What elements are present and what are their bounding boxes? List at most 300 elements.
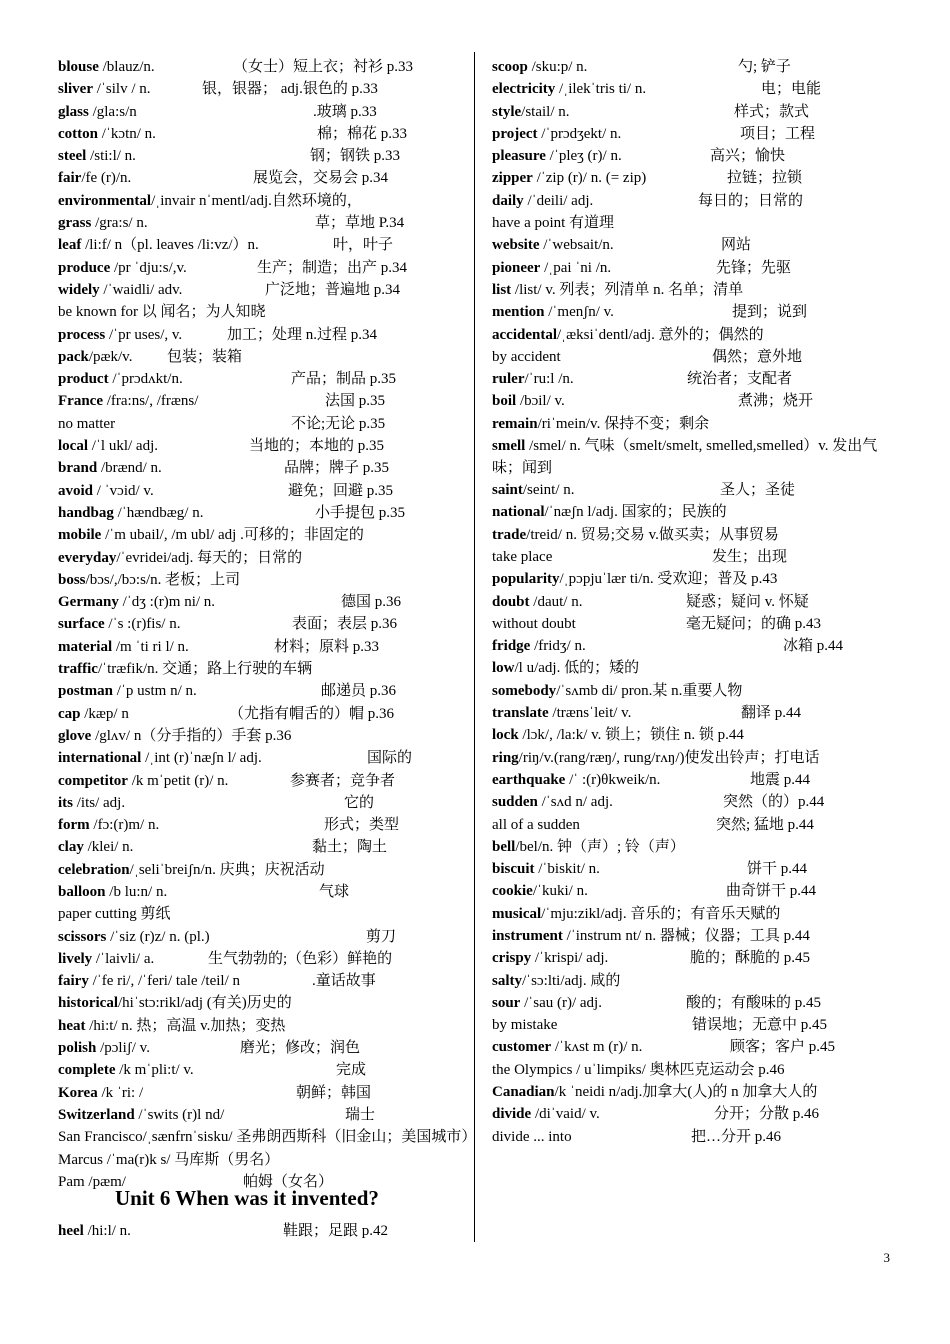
- vocab-definition: 翻译 p.44: [741, 705, 802, 722]
- vocab-word: France: [58, 393, 103, 410]
- vocab-word: its: [58, 794, 73, 811]
- vocab-phonetic: /ˈpr uses/, v.: [105, 326, 183, 343]
- vocab-phonetic: /ˈm ubail/, /m ubl/ adj .可移的；非固定的: [101, 527, 364, 544]
- vocab-word: complete: [58, 1062, 116, 1079]
- vocab-entry: [58, 836, 466, 858]
- vocab-definition: 分开；分散 p.46: [714, 1106, 820, 1123]
- vocab-definition: 黏土；陶土: [312, 839, 388, 856]
- vocab-definition: 酸的；有酸味的 p.45: [686, 994, 822, 1011]
- vocab-definition: 草；草地 P.34: [315, 215, 405, 232]
- vocab-phonetic: /ˈtræfik/n. 交通；路上行驶的车辆: [97, 661, 313, 678]
- vocab-word: handbag: [58, 504, 114, 521]
- vocab-phonetic: /ˈpleʒ (r)/ n.: [545, 148, 622, 165]
- vocab-phonetic: /ˈkɔtn/ n.: [98, 125, 156, 142]
- vocab-word: bell: [492, 838, 516, 855]
- vocab-phonetic: /ˈswits (r)l nd/: [134, 1106, 225, 1123]
- vocab-entry: [492, 1014, 902, 1036]
- vocab-phonetic: /ˈnæʃn l/adj. 国家的；民族的: [544, 504, 727, 521]
- vocab-definition: 圣人；圣徒: [720, 482, 796, 499]
- vocab-entry: [58, 257, 466, 279]
- vocab-definition: 饼干 p.44: [747, 861, 808, 878]
- vocab-phonetic: by mistake: [492, 1017, 558, 1034]
- vocab-word: grass: [58, 215, 92, 232]
- vocab-word: leaf: [58, 237, 82, 254]
- vocab-phonetic: /pæk/v.: [88, 348, 133, 365]
- vocab-phonetic: /ˌinvair nˈmentl/adj.自然环境的，: [151, 192, 362, 209]
- vocab-entry: [492, 925, 902, 947]
- vocab-word: widely: [58, 281, 100, 298]
- vocab-entry: [58, 524, 466, 546]
- vocab-word: sour: [492, 994, 521, 1011]
- vocab-phonetic: /ˈprɔdʌkt/n.: [108, 371, 183, 388]
- vocab-entry: [58, 613, 466, 635]
- vocab-entry: [492, 501, 902, 523]
- vocab-phonetic: /m ˈti ri l/ n.: [112, 638, 189, 655]
- vocab-phonetic: /ˈ :(r)θkweik/n.: [565, 771, 661, 788]
- vocab-definition: 剪刀: [366, 928, 397, 945]
- vocab-entry: [492, 814, 902, 836]
- vocab-entry: [58, 1220, 466, 1242]
- vocab-word: Germany: [58, 594, 119, 611]
- vocab-phonetic: /lɔk/, /la:k/ v. 锁上；锁住 n. 锁 p.44: [518, 727, 744, 744]
- vocab-phonetic: /sti:l/ n.: [86, 148, 136, 165]
- vocab-phonetic: /ˌæksiˈdentl/adj. 意外的；偶然的: [557, 326, 764, 343]
- vocab-word: balloon: [58, 883, 106, 900]
- vocab-entry: [492, 324, 902, 346]
- vocab-word: trade: [492, 526, 527, 543]
- vocab-entry: [492, 1036, 902, 1058]
- vocab-entry: [492, 858, 902, 880]
- vocab-phonetic: /ˈinstrum nt/ n. 器械；仪器；工具 p.44: [562, 927, 810, 944]
- vocab-word: electricity: [492, 81, 556, 98]
- vocab-definition: 瑞士: [345, 1106, 376, 1123]
- vocab-word: international: [58, 750, 142, 767]
- vocab-entry: [58, 970, 466, 992]
- vocab-definition: .玻璃 p.33: [313, 103, 377, 120]
- vocab-word: popularity: [492, 571, 560, 588]
- vocab-phonetic: /ˈwebsait/n.: [539, 237, 614, 254]
- vocab-word: Korea: [58, 1084, 98, 1101]
- vocab-word: mobile: [58, 527, 102, 544]
- vocab-phonetic: /bel/n. 钟（声）; 铃（声）: [515, 838, 685, 855]
- vocab-word: salty: [492, 972, 522, 989]
- vocab-definition: 先锋；先驱: [716, 259, 792, 276]
- vocab-phonetic: /pr ˈdju:s/,v.: [110, 259, 187, 276]
- vocab-definition: 突然（的）p.44: [723, 794, 825, 811]
- vocab-entry: [492, 992, 902, 1014]
- vocab-entry: [492, 880, 902, 902]
- vocab-phonetic: /treid/ n. 贸易;交易 v.做买卖；从事贸易: [526, 526, 779, 543]
- vocab-definition: 国际的: [367, 750, 413, 767]
- vocab-entry: [58, 1149, 466, 1171]
- vocab-definition: 磨光；修改；润色: [240, 1040, 361, 1057]
- vocab-entry: [58, 1126, 477, 1148]
- column-divider: [474, 52, 475, 1242]
- vocab-phonetic: /ˌilekˈtris ti/ n.: [555, 81, 647, 98]
- vocab-word: pleasure: [492, 148, 546, 165]
- vocab-phonetic: /ˈfe ri/, /ˈferi/ tale /teil/ n: [88, 973, 241, 990]
- vocab-definition: 加工；处理 n.过程 p.34: [227, 326, 378, 343]
- vocab-phonetic: /ˌpɔpjuˈlær ti/n. 受欢迎；普及 p.43: [559, 571, 778, 588]
- page-number: 3: [883, 1250, 890, 1265]
- vocab-entry: [492, 769, 902, 791]
- vocab-entry: [58, 792, 466, 814]
- vocab-entry: [58, 881, 466, 903]
- vocab-definition: 把…分开 p.46: [691, 1128, 782, 1145]
- vocab-word: Canadian: [492, 1084, 555, 1101]
- vocab-definition: 不论;无论 p.35: [291, 415, 386, 432]
- vocab-word: biscuit: [492, 861, 535, 878]
- vocab-definition: 产品；制品 p.35: [291, 371, 397, 388]
- vocab-entry: [58, 101, 466, 123]
- vocab-entry: [58, 569, 466, 591]
- vocab-phonetic: /smel/ n. 气味（smelt/smelt, smelled,smelled）v. 发出气味；闻到: [492, 438, 878, 477]
- vocab-word: mention: [492, 304, 545, 321]
- vocab-phonetic: /k ˈneidi n/adj.加拿大(人)的 n 加拿大人的: [554, 1084, 818, 1101]
- vocab-word: fair: [58, 170, 82, 187]
- vocab-word: celebration: [58, 861, 130, 878]
- vocab-definition: 棉；棉花 p.33: [317, 125, 408, 142]
- vocab-entry: [58, 368, 466, 390]
- vocab-word: musical: [492, 905, 542, 922]
- vocab-entry: [492, 1126, 902, 1148]
- vocab-entry: [492, 680, 902, 702]
- vocab-word: daily: [492, 192, 524, 209]
- vocab-definition: 网站: [721, 237, 752, 254]
- vocab-definition: 品牌；牌子 p.35: [284, 460, 390, 477]
- vocab-word: boil: [492, 393, 517, 410]
- vocab-phonetic: /ˈs :(r)fis/ n.: [104, 616, 181, 633]
- vocab-entry: [58, 56, 466, 78]
- vocab-phonetic: /bɔs/,/bɔ:s/n. 老板；上司: [85, 571, 241, 588]
- vocab-entry: [492, 479, 902, 501]
- vocab-phonetic: /ˈsiz (r)z/ n. (pl.): [106, 928, 210, 945]
- vocab-word: website: [492, 237, 540, 254]
- vocab-definition: 展览会，交易会 p.34: [253, 170, 389, 187]
- vocab-phonetic: /fɔ:(r)m/ n.: [89, 817, 160, 834]
- vocab-word: pioneer: [492, 259, 541, 276]
- vocab-definition: 高兴；愉快: [710, 148, 786, 165]
- vocab-phonetic: /list/ v. 列表；列清单 n. 名单；清单: [511, 281, 744, 298]
- vocab-entry: [58, 167, 466, 189]
- vocab-definition: 表面；表层 p.36: [292, 616, 398, 633]
- vocab-entry: [58, 301, 466, 323]
- vocab-entry: [58, 1037, 466, 1059]
- vocab-entry: [492, 724, 902, 746]
- vocab-word: lively: [58, 950, 93, 967]
- vocab-word: fairy: [58, 973, 89, 990]
- vocab-entry: [492, 413, 902, 435]
- vocab-entry: [492, 568, 902, 590]
- vocab-phonetic: /riˈmein/v. 保持不变；剩余: [537, 415, 710, 432]
- vocab-entry: [58, 747, 466, 769]
- vocab-definition: 样式；款式: [734, 103, 810, 120]
- vocab-word: competitor: [58, 772, 128, 789]
- vocab-definition: 包装；装箱: [167, 348, 243, 365]
- vocab-entry: [492, 145, 902, 167]
- vocab-entry: [492, 546, 902, 568]
- vocab-phonetic: /b lu:n/ n.: [105, 883, 168, 900]
- vocab-phonetic: paper cutting 剪纸: [58, 906, 171, 923]
- vocab-word: cap: [58, 705, 81, 722]
- vocab-word: material: [58, 638, 113, 655]
- vocab-word: instrument: [492, 927, 563, 944]
- vocab-definition: 疑惑；疑问 v. 怀疑: [686, 593, 809, 610]
- vocab-word: steel: [58, 148, 87, 165]
- vocab-word: smell: [492, 438, 526, 455]
- vocab-word: surface: [58, 616, 105, 633]
- vocab-entry: [58, 502, 466, 524]
- vocab-word: crispy: [492, 950, 532, 967]
- vocab-phonetic: /ˈprɔdʒekt/ n.: [537, 125, 622, 142]
- vocab-phonetic: /ˈsau (r)/ adj.: [520, 994, 602, 1011]
- vocab-entry: [492, 591, 902, 613]
- vocab-word: remain: [492, 415, 538, 432]
- vocab-phonetic: /gra:s/ n.: [91, 215, 148, 232]
- vocab-phonetic: /ˌint (r)ˈnæʃn l/ adj.: [141, 750, 262, 767]
- vocab-definition: 发生；出现: [712, 548, 788, 565]
- vocab-entry: [492, 1103, 902, 1125]
- vocab-phonetic: / ˈvɔid/ v.: [93, 482, 154, 499]
- vocab-phonetic: no matter: [58, 415, 116, 432]
- vocab-word: polish: [58, 1040, 97, 1057]
- vocab-phonetic: /ˈlaivli/ a.: [92, 950, 155, 967]
- vocab-entry: [492, 346, 902, 368]
- vocab-entry: [58, 1082, 466, 1104]
- vocab-phonetic: /ˈzip (r)/ n. (= zip): [532, 170, 647, 187]
- vocab-word: traffic: [58, 661, 98, 678]
- vocab-phonetic: /k mˈpetit (r)/ n.: [127, 772, 229, 789]
- vocab-entry: [492, 190, 902, 212]
- vocab-definition: 广泛地；普遍地 p.34: [265, 281, 401, 298]
- vocab-entry: [58, 948, 466, 970]
- vocab-word: blouse: [58, 59, 99, 75]
- vocab-word: national: [492, 504, 545, 521]
- vocab-phonetic: /ˈsʌd n/ adj.: [537, 794, 613, 811]
- vocab-phonetic: /ˈru:l /n.: [524, 371, 574, 388]
- vocab-word: earthquake: [492, 771, 566, 788]
- vocab-definition: 统治者；支配者: [687, 371, 793, 388]
- vocab-entry: [492, 657, 902, 679]
- vocab-word: process: [58, 326, 106, 343]
- vocab-entry: [58, 992, 466, 1014]
- vocab-word: saint: [492, 482, 523, 499]
- vocab-word: ring: [492, 749, 519, 766]
- vocab-definition: 法国 p.35: [325, 393, 386, 410]
- vocab-phonetic: /ˈl ukl/ adj.: [88, 438, 158, 455]
- vocab-definition: 完成: [336, 1062, 367, 1079]
- vocab-phonetic: San Francisco/ˌsænfrnˈsisku/ 圣弗朗西斯科（旧金山；美国城市）: [58, 1129, 477, 1146]
- vocab-phonetic: /trænsˈleit/ v.: [548, 705, 632, 722]
- vocab-entry: [58, 658, 466, 680]
- vocab-phonetic: /hiˈstɔ:rikl/adj (有关)历史的: [118, 995, 292, 1012]
- vocab-phonetic: all of a sudden: [492, 816, 580, 833]
- vocab-word: accidental: [492, 326, 557, 343]
- vocab-entry: [58, 78, 466, 100]
- vocab-phonetic: /ˈmju:zikl/adj. 音乐的；有音乐天赋的: [541, 905, 781, 922]
- vocab-phonetic: /ˈsilv / n.: [93, 81, 151, 98]
- vocab-phonetic: by accident: [492, 348, 561, 365]
- vocab-entry: [492, 970, 902, 992]
- vocab-definition: .童话故事: [312, 973, 376, 990]
- vocab-phonetic: /ˈwaidli/ adv.: [99, 281, 183, 298]
- vocab-entry: [492, 836, 902, 858]
- vocab-entry: [58, 814, 466, 836]
- vocab-entry: [492, 78, 902, 100]
- vocab-phonetic: /sku:p/ n.: [527, 59, 588, 75]
- vocab-word: produce: [58, 259, 111, 276]
- vocab-word: somebody: [492, 682, 557, 699]
- vocab-word: avoid: [58, 482, 94, 499]
- vocab-entry: [492, 435, 902, 479]
- vocab-phonetic: divide ... into: [492, 1128, 572, 1145]
- vocab-entry: [492, 747, 902, 769]
- vocab-phonetic: /ˈmenʃn/ v.: [544, 304, 614, 321]
- vocab-entry: [58, 123, 466, 145]
- vocab-entry: [58, 636, 466, 658]
- vocab-definition: 冰箱 p.44: [783, 638, 844, 655]
- vocab-entry: [492, 212, 902, 234]
- vocab-definition: 每日的；日常的: [698, 192, 804, 209]
- vocab-phonetic: /ˈdeili/ adj.: [523, 192, 594, 209]
- vocab-phonetic: /k mˈpli:t/ v.: [115, 1062, 194, 1079]
- vocab-entry: [492, 279, 902, 301]
- vocab-word: historical: [58, 995, 118, 1012]
- vocab-word: fridge: [492, 638, 531, 655]
- vocab-phonetic: /li:f/ n（pl. leaves /li:vz/）n.: [81, 237, 259, 254]
- vocab-definition: 材料；原料 p.33: [274, 638, 380, 655]
- vocab-phonetic: be known for 以 闻名；为人知晓: [58, 304, 266, 321]
- vocab-entry: [58, 480, 466, 502]
- vocab-definition: 提到；说到: [732, 304, 808, 321]
- vocab-entry: [58, 770, 466, 792]
- vocab-entry: [492, 368, 902, 390]
- vocab-definition: 项目；工程: [740, 125, 816, 142]
- vocab-definition: 银，银器； adj.银色的 p.33: [202, 81, 378, 98]
- vocab-phonetic: /ˈkʌst m (r)/ n.: [551, 1039, 643, 1056]
- vocab-phonetic: /daut/ n.: [529, 593, 583, 610]
- vocab-word: low: [492, 660, 515, 677]
- vocab-phonetic: /k ˈri: /: [97, 1084, 144, 1101]
- vocab-definition: 地震 p.44: [750, 771, 811, 788]
- vocab-definition: 顾客；客户 p.45: [730, 1039, 836, 1056]
- vocab-word: cookie: [492, 883, 533, 900]
- vocab-phonetic: /ˈkuki/ n.: [532, 883, 588, 900]
- vocab-phonetic: /diˈvaid/ v.: [531, 1106, 600, 1123]
- vocab-phonetic: /ˈsɔ:lti/adj. 咸的: [522, 972, 621, 989]
- vocab-entry: [58, 435, 466, 457]
- vocab-definition: （女士）短上衣；衬衫 p.33: [233, 59, 414, 75]
- vocab-definition: 叶，叶子: [333, 237, 394, 254]
- vocab-phonetic: /seint/ n.: [522, 482, 575, 499]
- vocab-phonetic: /gla:s/n: [88, 103, 137, 120]
- vocab-word: product: [58, 371, 109, 388]
- left-vocabulary-column: [58, 56, 477, 1193]
- vocab-word: scoop: [492, 59, 528, 75]
- vocab-entry: [58, 390, 466, 412]
- vocab-word: heat: [58, 1017, 86, 1034]
- vocab-phonetic: without doubt: [492, 615, 576, 632]
- vocab-word: zipper: [492, 170, 533, 187]
- vocab-entry: [492, 613, 902, 635]
- vocab-definition: 它的: [344, 794, 375, 811]
- vocab-phonetic: Pam /pæm/: [58, 1173, 126, 1190]
- vocab-word: local: [58, 438, 88, 455]
- vocab-entry: [58, 725, 466, 747]
- vocab-phonetic: /glʌv/ n（分手指的）手套 p.36: [91, 727, 292, 744]
- vocab-word: sudden: [492, 794, 538, 811]
- vocab-entry: [492, 635, 902, 657]
- vocab-phonetic: /ˈevridei/adj. 每天的；日常的: [116, 549, 303, 566]
- vocab-phonetic: /ˌpai ˈni /n.: [540, 259, 612, 276]
- vocab-word: glass: [58, 103, 89, 120]
- vocab-entry: [492, 702, 902, 724]
- vocab-definition: （尤指有帽舌的）帽 p.36: [229, 705, 395, 722]
- vocab-entry: [492, 524, 902, 546]
- vocab-definition: 避免；回避 p.35: [288, 482, 394, 499]
- vocab-definition: 电；电能: [761, 81, 822, 98]
- vocab-phonetic: /bɔil/ v.: [516, 393, 565, 410]
- vocab-entry: [492, 791, 902, 813]
- vocab-phonetic: /ˈkrispi/ adj.: [531, 950, 609, 967]
- vocab-definition: 生气勃勃的;（色彩）鲜艳的: [208, 950, 393, 967]
- vocab-word: scissors: [58, 928, 107, 945]
- vocab-phonetic: /l u/adj. 低的；矮的: [514, 660, 640, 677]
- vocab-word: Switzerland: [58, 1106, 135, 1123]
- vocab-definition: 生产；制造；出产 p.34: [257, 259, 408, 276]
- vocab-entry: [58, 190, 466, 212]
- vocab-entry: [58, 1104, 466, 1126]
- vocab-definition: 朝鲜；韩国: [296, 1084, 372, 1101]
- vocab-entry: [492, 903, 902, 925]
- vocab-entry: [58, 324, 466, 346]
- vocab-entry: [58, 346, 466, 368]
- vocab-word: postman: [58, 683, 114, 700]
- vocab-definition: 邮递员 p.36: [321, 683, 397, 700]
- vocab-entry: [492, 56, 902, 78]
- vocab-definition: 偶然；意外地: [712, 348, 803, 365]
- vocab-entry: [58, 703, 466, 725]
- vocab-definition: 拉链；拉锁: [727, 170, 803, 187]
- vocab-word: pack: [58, 348, 89, 365]
- vocab-entry: [492, 257, 902, 279]
- vocab-phonetic: /ˈdʒ :(r)m ni/ n.: [118, 594, 216, 611]
- vocab-word: project: [492, 125, 538, 142]
- vocab-word: cotton: [58, 125, 98, 142]
- vocab-phonetic: /stail/ n.: [521, 103, 570, 120]
- vocab-phonetic: /hi:t/ n. 热；高温 v.加热；变热: [85, 1017, 286, 1034]
- vocab-entry: [58, 591, 466, 613]
- vocab-definition: 曲奇饼干 p.44: [726, 883, 817, 900]
- vocab-word: divide: [492, 1106, 532, 1123]
- vocab-definition: 气球: [319, 883, 350, 900]
- vocab-entry: [492, 167, 902, 189]
- vocab-phonetic: Marcus /ˈma(r)k s/ 马库斯（男名）: [58, 1151, 280, 1168]
- vocab-entry: [58, 547, 466, 569]
- vocab-phonetic: the Olympics / uˈlimpiks/ 奥林匹克运动会 p.46: [492, 1061, 785, 1078]
- vocab-definition: 德国 p.36: [341, 594, 402, 611]
- vocab-definition: 形式；类型: [324, 817, 400, 834]
- vocab-phonetic: /ˈhændbæg/ n.: [113, 504, 204, 521]
- unit-heading: Unit 6 When was it invented?: [115, 1186, 379, 1210]
- vocab-entry: [492, 101, 902, 123]
- vocab-word: translate: [492, 705, 549, 722]
- vocab-phonetic: take place: [492, 548, 553, 565]
- vocab-word: brand: [58, 460, 98, 477]
- vocab-phonetic: /kæp/ n: [80, 705, 129, 722]
- vocab-entry: [58, 413, 466, 435]
- vocab-phonetic: /fe (r)/n.: [81, 170, 132, 187]
